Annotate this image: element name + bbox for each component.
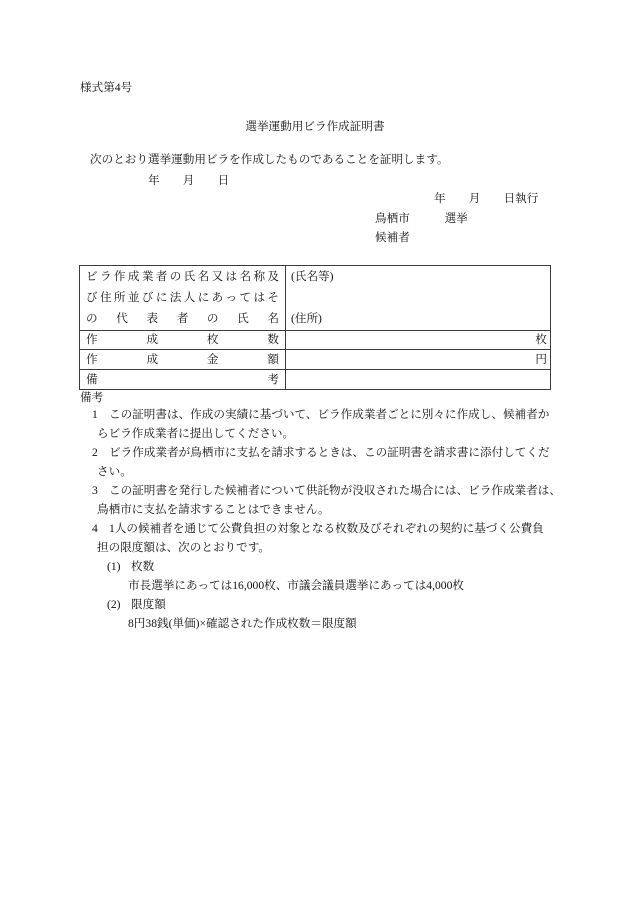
document-title: 選挙運動用ビラ作成証明書 xyxy=(245,120,385,133)
note-line xyxy=(80,405,560,424)
sub-item-detail: 8円38銭(単価)×確認された作成枚数＝限度額 xyxy=(128,617,357,630)
count-label: 作成枚数 xyxy=(80,331,286,349)
amount-unit: 円 xyxy=(535,353,547,366)
notes-heading: 備考 xyxy=(80,391,104,404)
note-number: 4 xyxy=(92,522,98,535)
sub-item xyxy=(80,595,560,633)
sub-item-label: 枚数 xyxy=(131,560,155,573)
note-line xyxy=(80,481,560,500)
note-item xyxy=(80,405,560,443)
notes-list xyxy=(80,405,560,633)
note-text: ビラ作成業者が鳥栖市に支払を請求するときは、この証明書を請求書に添付してくだ xyxy=(109,446,550,459)
sub-item-heading xyxy=(80,595,560,614)
sub-item xyxy=(80,557,560,595)
election-name: 鳥栖市 選挙 xyxy=(375,212,468,225)
count-unit: 枚 xyxy=(535,333,547,346)
table-row-remarks xyxy=(80,369,550,389)
note-text: 1人の候補者を通じて公費負担の対象となる枚数及びそれぞれの契約に基づく公費負 xyxy=(109,522,544,535)
vendor-value-cell xyxy=(286,266,550,330)
sub-item-heading xyxy=(80,557,560,576)
sub-item-number: (1) xyxy=(107,560,121,573)
remarks-value-cell xyxy=(286,370,550,389)
form-number: 様式第4号 xyxy=(80,81,133,94)
table-row-amount xyxy=(80,349,550,369)
note-line xyxy=(80,443,560,462)
vendor-label-line: び住所並びに法人にあってはそ xyxy=(86,291,279,304)
note-text: この証明書を発行した候補者について供託物が没収された場合には、ビラ作成業者は、 xyxy=(109,484,561,497)
note-item xyxy=(80,519,560,557)
vendor-label-line: の代表者の氏名 xyxy=(86,312,279,325)
vendor-name-label: (氏名等) xyxy=(291,270,334,283)
amount-label: 作成金額 xyxy=(80,350,286,369)
sub-item-label: 限度額 xyxy=(131,598,166,611)
certificate-table xyxy=(79,265,551,390)
table-row-count xyxy=(80,330,550,349)
remarks-label: 備考 xyxy=(80,370,286,389)
note-line: らビラ作成業者に提出してください。 xyxy=(97,427,295,440)
note-line: 担の限度額は、次のとおりです。 xyxy=(97,541,270,554)
note-number: 3 xyxy=(92,484,98,497)
note-line: さい。 xyxy=(97,465,132,478)
candidate-label: 候補者 xyxy=(375,231,410,244)
sub-item-number: (2) xyxy=(107,598,121,611)
note-text: この証明書は、作成の実績に基づいて、ビラ作成業者ごとに別々に作成し、候補者か xyxy=(109,408,550,421)
vendor-label-line: ビラ作成業者の氏名又は名称及 xyxy=(86,270,279,283)
note-item xyxy=(80,481,560,519)
note-line: 鳥栖市に支払を請求することはできません。 xyxy=(97,503,330,516)
sub-item-detail: 市長選挙にあっては16,000枚、市議会議員選挙にあっては4,000枚 xyxy=(128,579,464,592)
vendor-label-cell xyxy=(80,266,286,330)
note-number: 2 xyxy=(92,446,98,459)
vendor-address-label: (住所) xyxy=(291,312,322,325)
table-row-vendor xyxy=(80,266,550,330)
election-execution-date: 年 月 日執行 xyxy=(434,192,539,205)
note-item xyxy=(80,443,560,481)
certification-statement: 次のとおり選挙運動用ビラを作成したものであることを証明します。 xyxy=(90,153,449,166)
note-line xyxy=(80,519,560,538)
issue-date: 年 月 日 xyxy=(148,174,230,187)
note-number: 1 xyxy=(92,408,98,421)
